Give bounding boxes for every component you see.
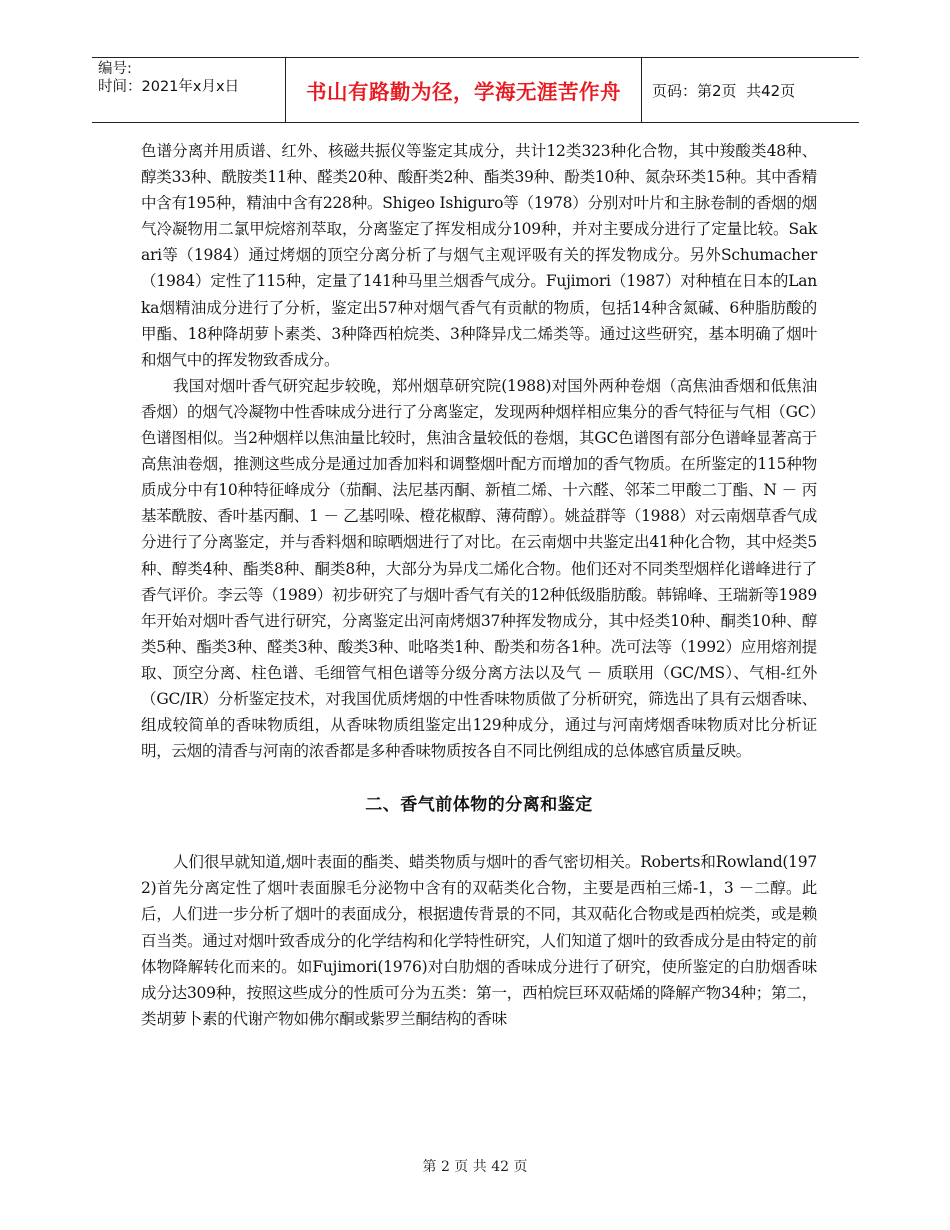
header-motto: 书山有路勤为径，学海无涯苦作舟: [286, 58, 642, 122]
paragraph-2: 我国对烟叶香气研究起步较晚，郑州烟草研究院(1988)对国外两种卷烟（高焦油香烟和低焦油香烟）的烟气冷凝物中性香味成分进行了分离鉴定，发现两种烟样相应集分的香气特征与气相（GC）色谱图相似。当2种烟样以焦油量比较时，焦油含量较低的卷烟，其GC色谱图有部分色谱峰显著高于高焦油卷烟，推测这些成分是通过加香加料和调整烟叶配方而增加的香气物质。在所鉴定的115种物质成分中有10种特征峰成分（茄酮、法尼基丙酮、新植二烯、十六醛、邻苯二甲酸二丁酯、N － 丙基苯酰胺、香叶基丙酮、1 － 乙基吲哚、橙花椒醇、薄荷醇）。姚益群等（1988）对云南烟草香气成分进行了分离鉴定，并与香料烟和晾晒烟进行了对比。在云南烟中共鉴定出41种化合物，其中烃类5种、醇类4种、酯类8种、酮类8种，大部分为异戊二烯化合物。他们还对不同类型烟样化谱峰进行了香气评价。李云等（1989）初步研究了与烟叶香气有关的12种低级脂肪酸。韩锦峰、王瑞新等1989年开始对烟叶香气进行研究，分离鉴定出河南烤烟37种挥发物成分，其中烃类10种、酮类10种、醇类5种、酯类3种、醛类3种、酸类3种、吡咯类1种、酚类和芴各1种。冼可法等（1992）应用熔剂提取、顶空分离、柱色谱、毛细管气相色谱等分级分离方法以及气 － 质联用（GC/MS）、气相-红外（GC/IR）分析鉴定技术，对我国优质烤烟的中性香味物质做了分析研究，筛选出了具有云烟香味、组成较简单的香味物质组，从香味物质组鉴定出129种成分，通过与河南烤烟香味物质对比分析证明，云烟的清香与河南的浓香都是多种香味物质按各自不同比例组成的总体感官质量反映。: [141, 376, 817, 761]
document-time: 时间：2021年x月x日: [98, 79, 240, 95]
paragraph-3: 人们很早就知道,烟叶表面的酯类、蜡类物质与烟叶的香气密切相关。Roberts和Rowland(1972)首先分离定性了烟叶表面腺毛分泌物中含有的双萜类化合物，主要是西柏三烯-1，3 －二醇。此后，人们进一步分析了烟叶的表面成分，根据遗传背景的不同，其双萜化合物或是西柏烷类，或是赖百当类。通过对烟叶致香成分的化学结构和化学特性研究，人们知道了烟叶的致香成分是由特定的前体物降解转化而来的。如Fujimori(1976)对白肋烟的香味成分进行了研究，使所鉴定的白肋烟香味成分达309种，按照这些成分的性质可分为五类：第一，西柏烷巨环双萜烯的降解产物34种；第二，类胡萝卜素的代谢产物如佛尔酮或紫罗兰酮结构的香味: [141, 853, 817, 1028]
paragraph-1: 色谱分离并用质谱、红外、核磁共振仪等鉴定其成分，共计12类323种化合物，其中羧酸类48种、醇类33种、酰胺类11种、醛类20种、酸酐类2种、酯类39种、酚类10种、氮杂环类15种。其中香精中含有195种，精油中含有228种。Shigeo Ishiguro等（1978）分别对叶片和主脉卷制的香烟的烟气冷凝物用二氯甲烷熔剂萃取，分离鉴定了挥发相成分109种，并对主要成分进行了定量比较。Sakari等（1984）通过烤烟的顶空分离分析了与烟气主观评吸有关的挥发物成分。另外Schumacher（1984）定性了115种，定量了141种马里兰烟香气成分。Fujimori（1987）对种植在日本的Lanka烟精油成分进行了分析，鉴定出57种对烟气香气有贡献的物质，包括14种含氮碱、6种脂肪酸的甲酯、18种降胡萝卜素类、3种降西柏烷类、3种降异戊二烯类等。通过这些研究，基本明确了烟叶和烟气中的挥发物致香成分。: [141, 142, 817, 369]
section-heading: 二、香气前体物的分离和鉴定: [365, 795, 593, 816]
page-footer: 第 2 页 共 42 页: [422, 1159, 528, 1175]
page-header: [92, 57, 859, 123]
document-number-label: 编号:: [98, 61, 132, 77]
document-body: [141, 138, 817, 1032]
page-count: 页码：第2页 共42页: [652, 81, 796, 100]
header-meta: [92, 58, 286, 122]
header-page-info: [642, 58, 859, 122]
